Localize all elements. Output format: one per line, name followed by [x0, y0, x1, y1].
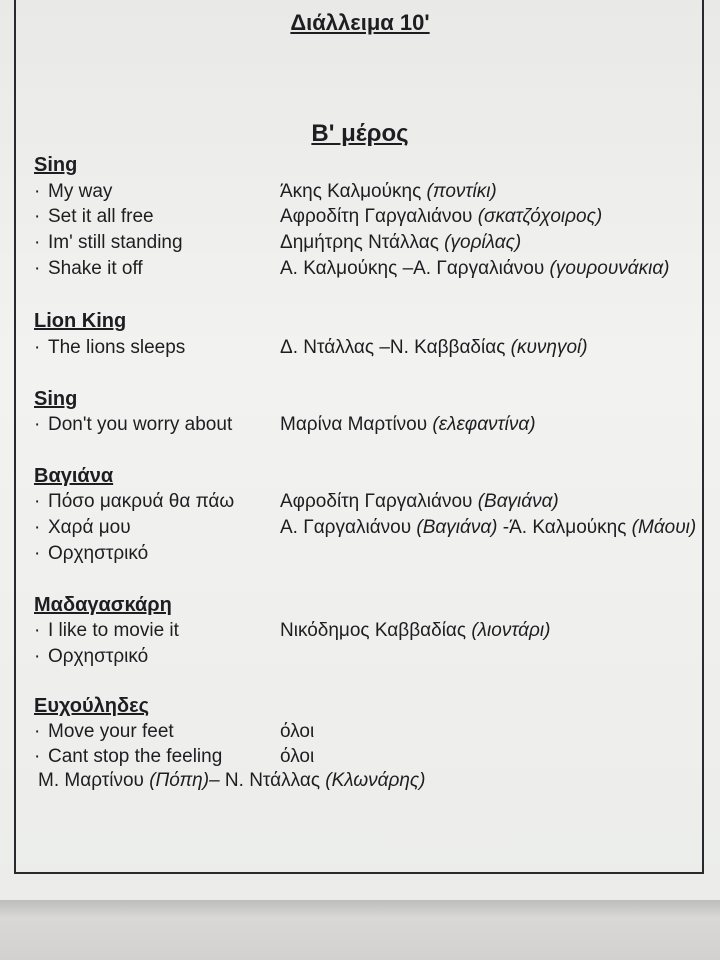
bullet: ·: [34, 232, 41, 253]
bullet: ·: [34, 646, 41, 667]
song-title: Πόσο μακρυά θα πάω: [48, 491, 235, 512]
song-title: My way: [48, 181, 113, 202]
performer: Α. Γαργαλιάνου (Βαγιάνα) -Ά. Καλμούκης (Μάουι): [280, 517, 697, 538]
bullet: ·: [34, 181, 41, 202]
song-title: Im' still standing: [48, 232, 183, 253]
page-title: Διάλλειμα 10': [290, 10, 430, 35]
role: (Βαγιάνα): [477, 491, 559, 512]
section-heading-vagiana: Βαγιάνα: [34, 465, 114, 487]
performer: Αφροδίτη Γαργαλιάνου (Βαγιάνα): [280, 491, 559, 512]
section-heading-lion-king: Lion King: [34, 310, 127, 332]
song-title: The lions sleeps: [48, 337, 186, 358]
footer-cast-line: Μ. Μαρτίνου (Πόπη)– Ν. Ντάλλας (Κλωνάρης): [38, 770, 426, 791]
role: (λιοντάρι): [471, 620, 551, 641]
role: (Κλωνάρης): [325, 770, 426, 791]
song-title: Ορχηστρικό: [48, 543, 149, 564]
bullet: ·: [34, 517, 41, 538]
role: (κυνηγοί): [510, 337, 588, 358]
list-item: [34, 337, 704, 363]
bullet: ·: [34, 620, 41, 641]
table-surface: [0, 900, 720, 960]
role: (γουρουνάκια): [549, 258, 670, 279]
list-item: [34, 232, 704, 258]
song-title: Cant stop the feeling: [48, 746, 223, 767]
song-title: Move your feet: [48, 721, 174, 742]
song-title: Set it all free: [48, 206, 154, 227]
bullet: ·: [34, 206, 41, 227]
list-item: [34, 258, 704, 284]
section-heading-sing: Sing: [34, 154, 78, 176]
song-title: Don't you worry about: [48, 414, 233, 435]
list-item: [34, 646, 704, 672]
performer: Νικόδημος Καββαδίας (λιοντάρι): [280, 620, 551, 641]
list-item: [34, 491, 704, 517]
list-item: [34, 517, 704, 543]
role: (Πόπη): [149, 770, 210, 791]
bullet: ·: [34, 746, 41, 767]
role: (Μάουι): [631, 517, 697, 538]
song-title: I like to movie it: [48, 620, 179, 641]
list-item: [34, 721, 704, 747]
list-item: [34, 746, 704, 772]
role: (Βαγιάνα): [416, 517, 498, 538]
role: (γορίλας): [444, 232, 522, 253]
song-title: Χαρά μου: [48, 517, 131, 538]
role: (ελεφαντίνα): [432, 414, 536, 435]
section-heading-madagascar: Μαδαγασκάρη: [34, 594, 172, 616]
list-item: [34, 414, 704, 440]
role: (ποντίκι): [426, 181, 497, 202]
performer: Α. Καλμούκης –Α. Γαργαλιάνου (γουρουνάκια): [280, 258, 670, 279]
part-title: Β' μέρος: [311, 120, 409, 147]
performer: Μαρίνα Μαρτίνου (ελεφαντίνα): [280, 414, 536, 435]
song-title: Shake it off: [48, 258, 143, 279]
list-item: [34, 181, 704, 207]
song-title: Ορχηστρικό: [48, 646, 149, 667]
bullet: ·: [34, 721, 41, 742]
performer: όλοι: [280, 746, 315, 767]
performer: Άκης Καλμούκης (ποντίκι): [280, 181, 497, 202]
list-item: [34, 620, 704, 646]
list-item: [34, 543, 704, 569]
section-heading-sing-2: Sing: [34, 388, 78, 410]
bullet: ·: [34, 337, 41, 358]
bullet: ·: [34, 258, 41, 279]
role: (σκατζόχοιρος): [477, 206, 603, 227]
performer: Δημήτρης Ντάλλας (γορίλας): [280, 232, 522, 253]
performer: Δ. Ντάλλας –Ν. Καββαδίας (κυνηγοί): [280, 337, 588, 358]
list-item: [34, 206, 704, 232]
bullet: ·: [34, 543, 41, 564]
bullet: ·: [34, 414, 41, 435]
section-heading-euxouledes: Ευχούληδες: [34, 695, 149, 717]
performer: όλοι: [280, 721, 315, 742]
performer: Αφροδίτη Γαργαλιάνου (σκατζόχοιρος): [280, 206, 603, 227]
bullet: ·: [34, 491, 41, 512]
